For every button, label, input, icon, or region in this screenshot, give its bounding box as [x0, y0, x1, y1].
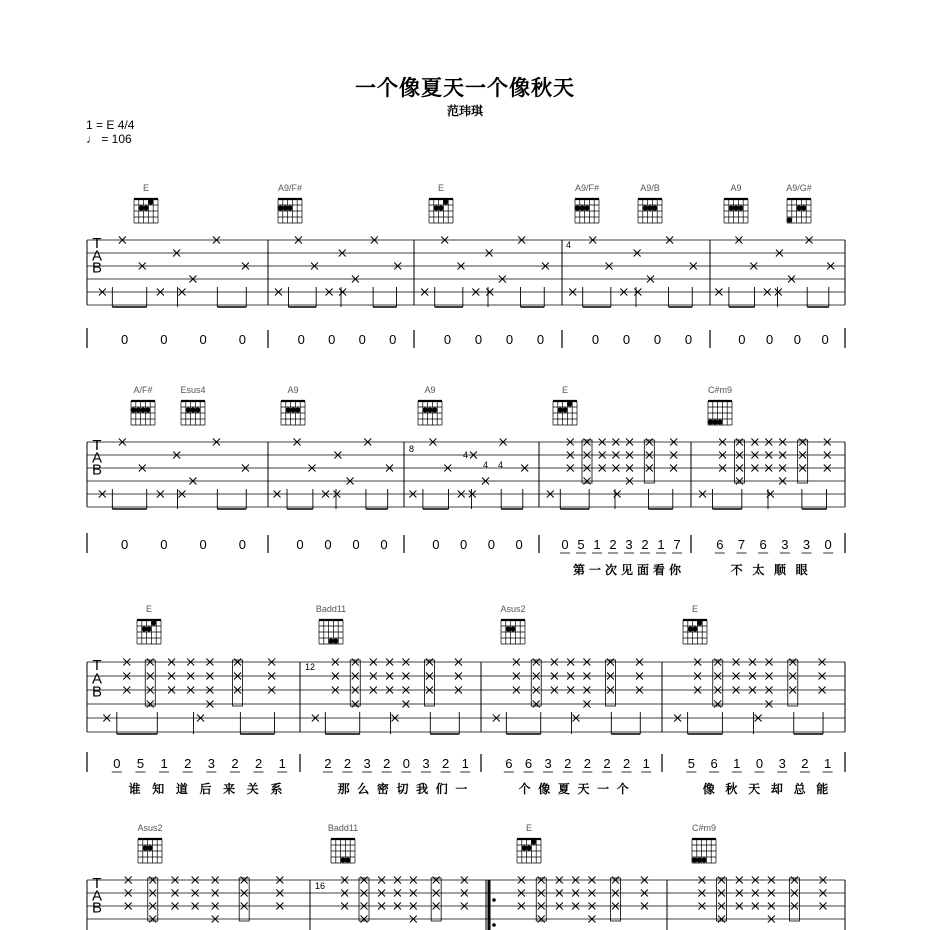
chord-dot [434, 205, 439, 210]
chord-bracket [798, 440, 808, 483]
chord-bracket [717, 878, 727, 921]
lyric-char: 见 [620, 563, 634, 577]
lyric-char: 一 [455, 782, 468, 796]
chord-bracket [735, 440, 745, 483]
chord-name: Badd11 [315, 604, 347, 614]
chord-bracket [239, 878, 249, 921]
chord-name: C#m9 [707, 385, 733, 395]
chord-bracket [431, 878, 441, 921]
artist-name: 范玮琪 [446, 104, 483, 118]
chord-dot [443, 199, 448, 204]
jianpu-note: 1 [824, 756, 832, 771]
chord-bracket [350, 660, 360, 706]
tempo-marking: ♩ = 106 [86, 132, 132, 146]
measure-number: 4 [463, 450, 469, 460]
chord-dot [787, 217, 792, 222]
chord-dot [510, 626, 515, 631]
lyric-char: 来 [223, 782, 236, 796]
chord-dot [278, 205, 283, 210]
chord-dot [333, 638, 338, 643]
repeat-dot [492, 898, 496, 902]
chord-dot [697, 857, 702, 862]
jianpu-note: 2 [441, 756, 450, 771]
jianpu-note: 0 [487, 537, 495, 552]
tab-clef-letter: B [91, 461, 103, 479]
chord-bracket [148, 878, 158, 921]
lyric-char: 我 [416, 782, 429, 796]
song-title: 一个像夏天一个像秋天 [355, 77, 575, 100]
chord-name: E [145, 604, 153, 614]
chord-bracket [424, 660, 434, 706]
jianpu-note: 0 [766, 332, 774, 347]
chord-name: A9/F# [277, 183, 303, 193]
jianpu-note: 2 [603, 756, 611, 771]
jianpu-note: 0 [113, 756, 121, 771]
lyric-char: 像 [702, 782, 715, 796]
jianpu-note: 0 [821, 332, 829, 347]
jianpu-note: 6 [759, 537, 767, 552]
jianpu-note: 0 [793, 332, 801, 347]
jianpu-note: 5 [577, 537, 585, 552]
lyric-char: 切 [396, 782, 409, 796]
chord-bracket [145, 660, 155, 706]
jianpu-note: 0 [296, 537, 304, 552]
measure-number: 4 [566, 240, 572, 250]
jianpu-note: 0 [380, 537, 388, 552]
chord-bracket [644, 440, 654, 483]
chord-name: Badd11 [327, 823, 359, 833]
jianpu-note: 0 [328, 332, 336, 347]
jianpu-note: 3 [802, 537, 811, 552]
chord-dot [558, 407, 563, 412]
jianpu-note: 5 [136, 756, 145, 771]
chord-dot [567, 401, 572, 406]
chord-dot [148, 199, 153, 204]
chord-bracket [536, 878, 546, 921]
chord-dot [522, 845, 527, 850]
jianpu-note: 1 [593, 537, 601, 552]
jianpu-note: 2 [324, 756, 332, 771]
tab-clef-letter: A [91, 887, 103, 905]
lyric-char: 次 [604, 563, 618, 577]
chord-bracket [789, 878, 799, 921]
chord-dot [652, 205, 657, 210]
jianpu-note: 0 [389, 332, 397, 347]
chord-dot [584, 205, 589, 210]
tab-clef-letter: B [91, 259, 103, 277]
chord-name: C#m9 [691, 823, 717, 833]
chord-dot [427, 407, 432, 412]
chord-bracket [610, 878, 620, 921]
jianpu-note: 1 [160, 756, 168, 771]
lyric-char: 那 [337, 782, 350, 796]
jianpu-note: 0 [402, 756, 410, 771]
jianpu-note: 3 [422, 756, 430, 771]
chord-dot [328, 638, 333, 643]
lyric-char: 夏 [557, 782, 570, 796]
jianpu-note: 2 [564, 756, 572, 771]
jianpu-note: 1 [278, 756, 286, 771]
lyric-char: 不 [730, 563, 743, 577]
measure-number: 8 [409, 444, 415, 454]
chord-name: A9 [424, 385, 436, 395]
jianpu-note: 0 [199, 537, 207, 552]
lyric-char: 你 [668, 563, 682, 577]
chord-dot [562, 407, 567, 412]
jianpu-note: 2 [801, 756, 809, 771]
chord-bracket [359, 878, 369, 921]
lyric-char: 天 [577, 782, 590, 796]
jianpu-note: 0 [684, 332, 693, 347]
chord-dot [526, 845, 531, 850]
lyric-char: 能 [816, 782, 829, 796]
lyric-char: 一 [588, 563, 602, 577]
lyric-char: 个 [518, 782, 531, 796]
jianpu-note: 0 [297, 332, 305, 347]
jianpu-note: 0 [505, 332, 514, 347]
chord-dot [151, 620, 156, 625]
jianpu-note: 1 [461, 756, 469, 771]
measure-number: 12 [305, 662, 316, 672]
chord-dot [801, 205, 806, 210]
chord-name: Asus2 [500, 604, 526, 614]
jianpu-note: 0 [561, 537, 569, 552]
jianpu-note: 0 [738, 332, 746, 347]
chord-bracket [582, 440, 592, 483]
jianpu-note: 6 [524, 756, 533, 771]
chord-dot [190, 407, 195, 412]
lyric-char: 秋 [725, 782, 738, 796]
jianpu-note: 3 [363, 756, 371, 771]
chord-name: A9/B [640, 183, 660, 193]
lyric-char: 后 [199, 782, 212, 796]
jianpu-note: 1 [733, 756, 741, 771]
jianpu-note: 6 [716, 537, 724, 552]
jianpu-note: 2 [184, 756, 192, 771]
jianpu-note: 3 [625, 537, 633, 552]
chord-dot [136, 407, 141, 412]
tab-clef-letter: T [92, 875, 102, 892]
chord-dot [688, 626, 693, 631]
jianpu-note: 2 [231, 756, 239, 771]
lyric-char: 谁 [128, 782, 141, 796]
jianpu-note: 0 [443, 332, 452, 347]
tab-clef-letter: A [91, 670, 103, 688]
lyric-char: 像 [538, 782, 551, 796]
chord-dot [733, 205, 738, 210]
chord-dot [139, 205, 144, 210]
chord-dot [423, 407, 428, 412]
lyric-char: 面 [636, 563, 650, 577]
lyric-char: 顺 [773, 563, 787, 577]
chord-dot [432, 407, 437, 412]
chord-dot [506, 626, 511, 631]
chord-dot [287, 205, 292, 210]
jianpu-note: 0 [622, 332, 631, 347]
jianpu-note: 1 [657, 537, 665, 552]
lyric-char: 却 [770, 782, 783, 796]
tab-clef-letter: T [92, 657, 102, 674]
tab-clef-letter: A [91, 247, 103, 265]
chord-name: A9 [287, 385, 299, 395]
chord-name: E [142, 183, 150, 193]
chord-name: E [525, 823, 533, 833]
chord-dot [143, 845, 148, 850]
jianpu-note: 6 [710, 756, 718, 771]
jianpu-note: 0 [591, 332, 600, 347]
chord-name: A9/F# [574, 183, 600, 193]
chord-dot [146, 626, 151, 631]
jianpu-note: 0 [460, 537, 468, 552]
jianpu-note: 2 [609, 537, 617, 552]
lyric-char: 系 [270, 782, 283, 796]
chord-dot [692, 857, 697, 862]
tab-clef-letter: T [92, 437, 102, 454]
lyric-char: 总 [793, 782, 806, 796]
chord-name: E [691, 604, 699, 614]
chord-dot [575, 205, 580, 210]
jianpu-note: 0 [536, 332, 545, 347]
measure-number: 4 [498, 460, 504, 470]
chord-name: Esus4 [180, 385, 206, 395]
chord-dot [140, 407, 145, 412]
key-signature: 1 = E 4/4 [86, 118, 135, 132]
chord-name: E [561, 385, 569, 395]
measure-number: 4 [483, 460, 489, 470]
lyric-char: 天 [748, 782, 761, 796]
lyric-char: 眼 [795, 563, 808, 577]
chord-name: A9 [730, 183, 742, 193]
jianpu-note: 0 [121, 332, 129, 347]
measure-number: 16 [315, 881, 326, 891]
chord-dot [131, 407, 136, 412]
lyric-char: 看 [652, 563, 666, 577]
chord-dot [286, 407, 291, 412]
lyric-char: 们 [435, 782, 448, 796]
jianpu-note: 0 [238, 537, 246, 552]
lyric-char: 密 [376, 782, 389, 796]
jianpu-note: 7 [673, 537, 681, 552]
repeat-dot [492, 923, 496, 927]
chord-dot [283, 205, 288, 210]
jianpu-note: 2 [254, 756, 263, 771]
chord-name: A/F# [133, 385, 153, 395]
chord-dot [531, 839, 536, 844]
jianpu-note: 5 [687, 756, 695, 771]
jianpu-note: 0 [199, 332, 207, 347]
lyric-char: 一 [597, 782, 610, 796]
jianpu-note: 2 [641, 537, 649, 552]
chord-bracket [713, 660, 723, 706]
chord-bracket [531, 660, 541, 706]
chord-dot [580, 205, 585, 210]
lyric-char: 第 [572, 563, 586, 577]
chord-bracket [605, 660, 615, 706]
jianpu-note: 0 [474, 332, 483, 347]
chord-name: A9/G# [786, 183, 812, 193]
jianpu-note: 2 [383, 756, 391, 771]
jianpu-note: 0 [352, 537, 360, 552]
chord-bracket [788, 660, 798, 706]
chord-dot [147, 845, 152, 850]
jianpu-note: 7 [737, 537, 746, 552]
chord-dot [438, 205, 443, 210]
chord-dot [345, 857, 350, 862]
lyric-char: 太 [752, 563, 765, 577]
lyric-char: 个 [616, 782, 629, 796]
jianpu-note: 6 [505, 756, 513, 771]
tab-clef-letter: T [92, 235, 102, 252]
chord-dot [340, 857, 345, 862]
tab-clef-letter: A [91, 449, 103, 467]
lyric-char: 么 [357, 782, 370, 796]
jianpu-note: 3 [207, 756, 215, 771]
jianpu-note: 2 [583, 756, 591, 771]
jianpu-note: 0 [653, 332, 662, 347]
chord-dot [290, 407, 295, 412]
chord-dot [692, 626, 697, 631]
jianpu-note: 0 [324, 537, 332, 552]
chord-dot [295, 407, 300, 412]
jianpu-note: 0 [121, 537, 129, 552]
jianpu-note: 3 [544, 756, 552, 771]
chord-dot [643, 205, 648, 210]
jianpu-note: 0 [358, 332, 366, 347]
chord-dot [647, 205, 652, 210]
chord-dot [713, 419, 718, 424]
chord-dot [796, 205, 801, 210]
chord-name: Asus2 [137, 823, 163, 833]
jianpu-note: 0 [432, 537, 440, 552]
chord-dot [717, 419, 722, 424]
chord-dot [186, 407, 191, 412]
lyric-char: 道 [175, 782, 188, 796]
chord-dot [708, 419, 713, 424]
jianpu-note: 2 [343, 756, 352, 771]
lyric-char: 知 [152, 782, 165, 796]
chord-dot [701, 857, 706, 862]
chord-dot [195, 407, 200, 412]
chord-dot [142, 626, 147, 631]
chord-bracket [233, 660, 243, 706]
chord-name: E [437, 183, 445, 193]
tab-clef-letter: B [91, 683, 103, 701]
jianpu-note: 0 [160, 537, 168, 552]
tab-clef-letter: B [91, 899, 103, 917]
chord-dot [145, 407, 150, 412]
chord-dot [738, 205, 743, 210]
jianpu-note: 3 [778, 756, 786, 771]
jianpu-note: 0 [755, 756, 764, 771]
chord-dot [697, 620, 702, 625]
chord-dot [143, 205, 148, 210]
chord-dot [729, 205, 734, 210]
jianpu-note: 3 [781, 537, 789, 552]
lyric-char: 关 [246, 782, 259, 796]
jianpu-note: 0 [238, 332, 246, 347]
jianpu-note: 0 [824, 537, 832, 552]
jianpu-note: 0 [160, 332, 168, 347]
jianpu-note: 2 [622, 756, 631, 771]
jianpu-note: 0 [515, 537, 523, 552]
jianpu-note: 1 [642, 756, 650, 771]
